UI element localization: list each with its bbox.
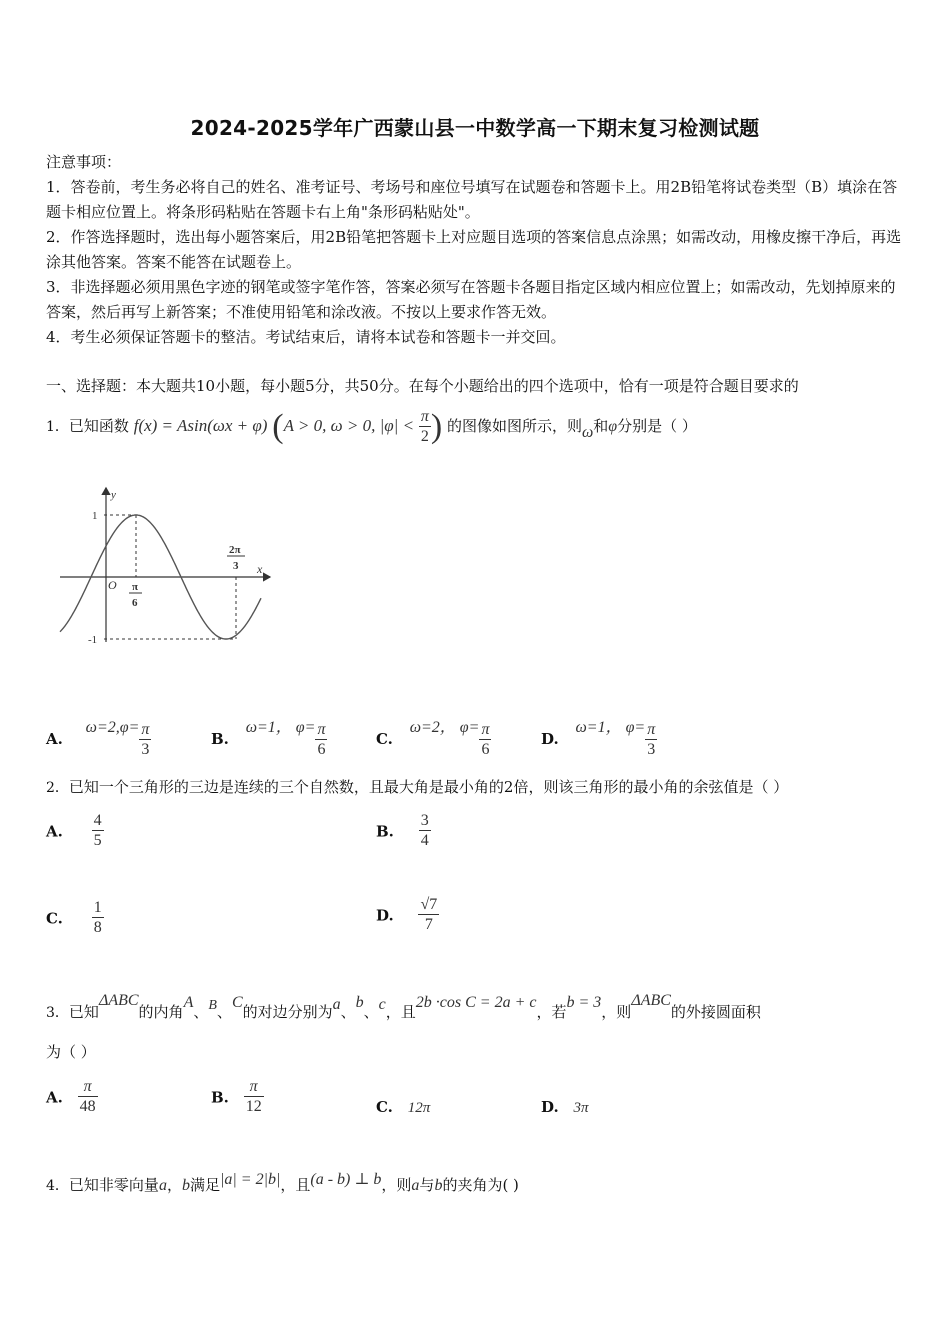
tick-one: 1	[92, 510, 98, 522]
q3-text-2: 的内角	[138, 1003, 184, 1021]
q1-option-b[interactable]	[211, 694, 327, 758]
q4-perpendicular: (a - b) ⊥ b	[310, 1171, 382, 1188]
q1-pre: 已知函数	[68, 417, 129, 435]
q3-angle-b: B	[208, 998, 217, 1013]
q4-text-4: ，则	[381, 1176, 412, 1194]
q1-and: 和	[593, 417, 609, 435]
q3-text-1: 已知	[68, 1003, 99, 1021]
notice-item-4: 4．考生必须保证答题卡的整洁。考试结束后，请将本试卷和答题卡一并交回。	[46, 328, 566, 346]
notice-item-2: 2．作答选择题时，选出每小题答案后，用2B铅笔把答题卡上对应题目选项的答案信息点涂黑；如需改动，用橡皮擦干净后，再选涂其他答案。答案不能答在试题卷上。	[46, 228, 902, 271]
q1-formula: f(x) = Asin(ωx + φ)	[133, 416, 268, 435]
option-label: D.	[541, 1098, 559, 1116]
option-fraction: $\frac{4}{5}$	[93, 812, 102, 849]
option-fraction: $\frac{\pi}{3}$	[647, 720, 656, 758]
notice-heading: 注意事项：	[46, 153, 122, 171]
option-text: ω=1， φ=	[575, 719, 646, 736]
option-text: ω=2,φ=	[85, 719, 140, 736]
q4-text-5: 与	[419, 1176, 435, 1194]
question-2	[46, 775, 788, 800]
q3-text-6: ，则	[601, 1003, 632, 1021]
option-fraction: $\frac{\pi}{6}$	[481, 720, 490, 758]
q1-option-c[interactable]	[376, 694, 491, 758]
option-fraction: $\frac{√7}{7}$	[420, 896, 438, 933]
option-label: C.	[376, 1098, 393, 1116]
q3-triangle-2: ΔABC	[631, 992, 671, 1009]
q1-post: 的图像如图所示，则	[446, 417, 582, 435]
question-3: 3．已知ΔABC的内角A、B、C的对边分别为a、b、c，且2b ·cos C = 2a + c，若b = 3，则ΔABC的外接圆面积	[46, 992, 761, 1021]
option-fraction: $\frac{\pi}{12}$	[245, 1078, 262, 1115]
option-label: D.	[541, 730, 559, 748]
option-fraction: $\frac{\pi}{48}$	[79, 1078, 96, 1115]
q2-option-c[interactable]	[46, 899, 104, 938]
q4-condition: |a| = 2|b|	[219, 1171, 281, 1188]
q3-triangle: ΔABC	[98, 992, 139, 1009]
q1-option-a[interactable]	[46, 694, 151, 758]
q3-option-b[interactable]	[211, 1078, 264, 1117]
option-label: D.	[376, 906, 394, 925]
notice-item-1: 1．答卷前，考生务必将自己的姓名、准考证号、考场号和座位号填写在试题卷和答题卡上。用2B铅笔将试卷类型（B）填涂在答题卡相应位置上。将条形码粘贴在答题卡右上角"条形码粘贴处"。	[46, 178, 898, 221]
option-fraction: $\frac{1}{8}$	[93, 899, 102, 936]
q3-angle-a: A	[183, 994, 194, 1011]
q3-equation: 2b ·cos C = 2a + c	[415, 994, 537, 1011]
q2-text: 已知一个三角形的三边是连续的三个自然数，且最大角是最小角的2倍，则该三角形的最小角的余弦值是（ ）	[68, 778, 789, 796]
q1-omega: ω	[581, 424, 594, 441]
q2-number: 2．	[46, 780, 69, 796]
tick-2pi3-num: 2π	[229, 544, 241, 556]
option-label: A.	[46, 730, 63, 748]
q1-number: 1．	[46, 419, 69, 435]
q3-side-c: c	[378, 996, 386, 1013]
q3-side-b: b	[355, 994, 364, 1011]
option-fraction: $\frac{\pi}{6}$	[317, 720, 326, 758]
option-label: B.	[376, 822, 394, 841]
option-text: 12π	[407, 1100, 431, 1116]
q3-b-value: b = 3	[566, 994, 602, 1011]
q4-vector-b-2: b	[434, 1177, 443, 1194]
q3-text-3: 的对边分别为	[242, 1003, 333, 1021]
q2-option-b[interactable]	[376, 812, 431, 851]
option-label: C.	[376, 730, 393, 748]
option-label: C.	[46, 909, 63, 928]
q3-angle-c: C	[231, 994, 243, 1011]
q4-text-3: ，且	[280, 1176, 311, 1194]
origin-label: O	[108, 578, 117, 592]
q3-option-a[interactable]	[46, 1078, 98, 1117]
option-label: A.	[46, 822, 63, 841]
tick-neg-one: -1	[88, 634, 98, 646]
q3-option-c[interactable]	[376, 1098, 430, 1117]
tick-pi6-num: π	[132, 581, 139, 593]
option-text: ω=2， φ=	[409, 719, 480, 736]
question-1: 1．已知函数 f(x) = Asin(ωx + φ) (A > 0, ω > 0, |φ| < $\frac{\pi}{2}$ ) 的图像如图所示，则ω和φ分别是（ ）	[46, 407, 697, 445]
option-fraction: $\frac{\pi}{3}$	[141, 720, 150, 758]
q3-text-continued: 为（ ）	[46, 1043, 96, 1061]
q4-text-2: 满足	[189, 1176, 220, 1194]
q2-option-d[interactable]	[376, 896, 439, 935]
q1-phi: φ	[608, 418, 618, 435]
x-label: x	[257, 562, 263, 576]
q4-text-1: 已知非零向量	[68, 1176, 159, 1194]
option-text: ω=1， φ=	[245, 719, 316, 736]
y-label: y	[111, 489, 116, 501]
q1-pi-over-2: $\frac{\pi}{2}$	[420, 407, 429, 445]
q3-side-a: a	[332, 996, 341, 1013]
q4-vector-a-2: a	[411, 1177, 420, 1194]
section-heading: 一、选择题：本大题共10小题，每小题5分，共50分。在每个小题给出的四个选项中，恰有一项是符合题目要求的	[46, 377, 799, 395]
page-title: 2024-2025学年广西蒙山县一中数学高一下期末复习检测试题	[190, 116, 760, 140]
q1-option-d[interactable]	[541, 694, 657, 758]
tick-2pi3-den: 3	[233, 560, 239, 572]
option-label: B.	[211, 1088, 229, 1107]
option-fraction: $\frac{3}{4}$	[420, 812, 429, 849]
option-text: 3π	[573, 1100, 589, 1116]
q1-tail: 分别是（ ）	[617, 417, 697, 435]
question-4: 4．已知非零向量a，b满足|a| = 2|b|，且(a - b) ⊥ b，则a与b的夹角为( )	[46, 1171, 519, 1194]
q4-text-6: 的夹角为( )	[442, 1176, 519, 1194]
notice-item-3: 3．非选择题必须用黑色字迹的钢笔或签字笔作答，答案必须写在答题卡各题目指定区域内相应位置上；如需改动，先划掉原来的答案，然后再写上新答案；不准使用铅笔和涂改液。不按以上要求作答无效。	[46, 278, 896, 321]
q3-option-d[interactable]	[541, 1098, 589, 1117]
q3-text-5: ，若	[536, 1003, 567, 1021]
option-label: B.	[211, 730, 229, 748]
q3-text-7: 的外接圆面积	[670, 1003, 761, 1021]
q1-sine-graph	[56, 482, 276, 657]
q4-number: 4．	[46, 1178, 69, 1194]
tick-pi6-den: 6	[132, 597, 138, 609]
q4-vector-b: b	[181, 1177, 190, 1194]
q2-option-a[interactable]	[46, 812, 104, 851]
q3-text-4: ，且	[385, 1003, 416, 1021]
q4-vector-a: a	[158, 1177, 167, 1194]
q3-number: 3．	[46, 1005, 69, 1021]
option-label: A.	[46, 1088, 63, 1107]
q1-condition: A > 0, ω > 0, |φ| <	[283, 416, 415, 435]
